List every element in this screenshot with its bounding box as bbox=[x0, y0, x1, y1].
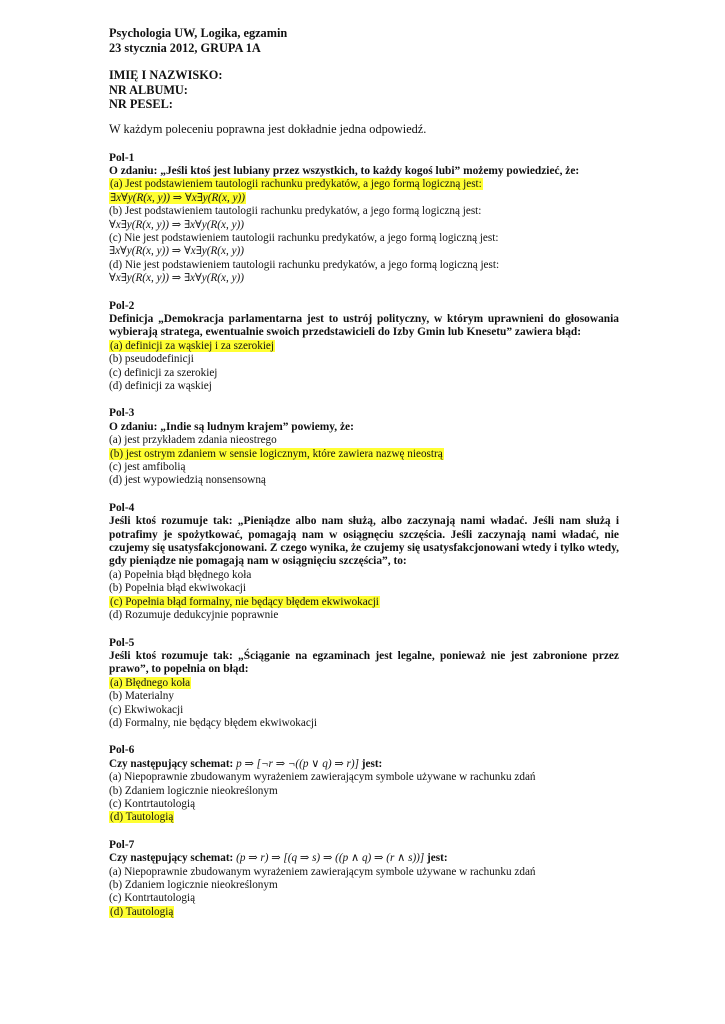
pesel-field-label: NR PESEL: bbox=[109, 97, 173, 111]
question-2-option-d: (d) definicji za wąskiej bbox=[109, 380, 212, 392]
question-3-option-b: (b) jest ostrym zdaniem w sensie logicznym, które zawiera nazwę nieostrą bbox=[110, 447, 443, 460]
question-1-option-b-formula: ∀x∃y(R(x, y)) ⇒ ∃x∀y(R(x, y)) bbox=[109, 218, 244, 231]
question-3-option-d: (d) jest wypowiedzią nonsensowną bbox=[109, 474, 266, 487]
question-5-title: Pol-5 bbox=[109, 636, 135, 649]
question-6-option-b: (b) Zdaniem logicznie nieokreślonym bbox=[109, 784, 278, 797]
question-4 bbox=[109, 502, 619, 623]
question-7-formula: (p ⇒ r) ⇒ [(q ⇒ s) ⇒ ((p ∧ q) ⇒ (r ∧ s))] bbox=[236, 852, 425, 865]
question-4-option-c: (c) Popełnia błąd formalny, nie będący błędem ekwiwokacji bbox=[110, 595, 379, 608]
question-3-option-a: (a) jest przykładem zdania nieostrego bbox=[109, 434, 277, 447]
question-6-option-d: (d) Tautologią bbox=[110, 811, 174, 824]
question-4-text: Jeśli ktoś rozumuje tak: „Pieniądze albo nam służą, albo zaczynają nami władać. Jeśli nam służą i potrafimy je spożytkować, pomagają nam w osiągnęciu szczęścia. Jeśli zaczynają nami władać, nie czujemy się usatysfakcjonowani. Z czego wynika, że czujemy się usatysfakcjonowani wtedy i tylko wtedy, gdy pieniądze nie pomagają nam w osiągnięciu szczęścia”, to: bbox=[109, 515, 619, 568]
exam-course-title: Psychologia UW, Logika, egzamin bbox=[109, 26, 288, 40]
question-5-option-c: (c) Ekwiwokacji bbox=[109, 703, 184, 716]
question-4-title: Pol-4 bbox=[109, 501, 135, 514]
question-7-title: Pol-7 bbox=[109, 838, 135, 851]
question-7-option-a: (a) Niepoprawnie zbudowanym wyrażeniem zawierającym symbole używane w rachunku zdań bbox=[109, 865, 536, 878]
question-7-option-b: (b) Zdaniem logicznie nieokreślonym bbox=[109, 879, 278, 891]
question-4-option-b: (b) Popełnia błąd ekwiwokacji bbox=[109, 582, 247, 595]
question-7-option-c: (c) Kontrtautologią bbox=[109, 892, 196, 905]
question-2-text: Definicja „Demokracja parlamentarna jest to ustrój polityczny, w którym uprawnieni do głosowania wybierają stratega, ewentualnie swoich przedstawicieli do Izby Gmin lub Knesetu” zawiera błąd: bbox=[109, 312, 619, 339]
question-6-title: Pol-6 bbox=[109, 744, 135, 757]
question-6-option-a: (a) Niepoprawnie zbudowanym wyrażeniem zawierającym symbole używane w rachunku zdań bbox=[109, 771, 536, 784]
question-5-option-d: (d) Formalny, nie będący błędem ekwiwokacji bbox=[109, 716, 318, 729]
name-field-label: IMIĘ I NAZWISKO: bbox=[109, 68, 223, 82]
question-7 bbox=[109, 839, 619, 919]
question-2-option-c: (c) definicji za szerokiej bbox=[109, 366, 218, 379]
question-1-text: O zdaniu: „Jeśli ktoś jest lubiany przez wszystkich, to każdy kogoś lubi” możemy powiedzieć, że: bbox=[109, 164, 580, 177]
question-7-text-before: Czy następujący schemat: bbox=[109, 852, 234, 865]
question-6-text-before: Czy następujący schemat: bbox=[109, 757, 234, 770]
question-4-option-a: (a) Popełnia błąd błędnego koła bbox=[109, 568, 252, 581]
question-7-text-after: jest: bbox=[427, 852, 448, 865]
question-1-option-a: (a) Jest podstawieniem tautologii rachunku predykatów, a jego formą logiczną jest: bbox=[110, 178, 482, 191]
question-3 bbox=[109, 407, 619, 487]
question-2 bbox=[109, 300, 619, 394]
question-2-option-b: (b) pseudodefinicji bbox=[109, 353, 194, 366]
question-1-option-c-formula: ∃x∀y(R(x, y)) ⇒ ∀x∃y(R(x, y)) bbox=[109, 245, 244, 258]
question-1-title: Pol-1 bbox=[109, 151, 135, 164]
question-5-option-b: (b) Materialny bbox=[109, 690, 174, 703]
question-1-option-c: (c) Nie jest podstawieniem tautologii rachunku predykatów, a jego formą logiczną jest: bbox=[109, 231, 499, 244]
question-3-option-c: (c) jest amfibolią bbox=[109, 461, 186, 474]
exam-header bbox=[109, 26, 619, 55]
question-6 bbox=[109, 744, 619, 824]
question-6-formula: p ⇒ [¬r ⇒ ¬((p ∨ q) ⇒ r)] bbox=[236, 757, 359, 770]
question-7-option-d: (d) Tautologią bbox=[110, 905, 174, 918]
question-5 bbox=[109, 637, 619, 731]
question-6-option-c: (c) Kontrtautologią bbox=[109, 797, 196, 810]
album-field-label: NR ALBUMU: bbox=[109, 82, 188, 97]
question-6-text-after: jest: bbox=[361, 757, 383, 770]
question-3-title: Pol-3 bbox=[109, 407, 135, 420]
question-2-title: Pol-2 bbox=[109, 299, 135, 312]
question-1-option-d-formula: ∀x∃y(R(x, y)) ⇒ ∃x∀y(R(x, y)) bbox=[109, 272, 244, 285]
question-4-option-d: (d) Rozumuje dedukcyjnie poprawnie bbox=[109, 609, 279, 622]
question-1 bbox=[109, 152, 619, 286]
question-1-option-d: (d) Nie jest podstawieniem tautologii rachunku predykatów, a jego formą logiczną jest: bbox=[109, 258, 500, 271]
question-2-option-a: (a) definicji za wąskiej i za szerokiej bbox=[110, 339, 274, 352]
exam-page bbox=[109, 26, 619, 919]
question-1-option-b: (b) Jest podstawieniem tautologii rachunku predykatów, a jego formą logiczną jest: bbox=[109, 205, 482, 218]
exam-date-group: 23 stycznia 2012, GRUPA 1A bbox=[109, 40, 261, 55]
question-3-text: O zdaniu: „Indie są ludnym krajem” powiemy, że: bbox=[109, 420, 354, 433]
student-fields bbox=[109, 68, 619, 112]
question-5-text: Jeśli ktoś rozumuje tak: „Ściąganie na egzaminach jest legalne, ponieważ nie jest zabronione przez prawo”, to popełnia on błąd: bbox=[109, 649, 619, 676]
question-5-option-a: (a) Błędnego koła bbox=[110, 676, 191, 689]
instruction-text: W każdym poleceniu poprawna jest dokładnie jedna odpowiedź. bbox=[109, 122, 427, 136]
question-1-option-a-formula: ∃x∀y(R(x, y)) ⇒ ∀x∃y(R(x, y)) bbox=[110, 191, 245, 204]
